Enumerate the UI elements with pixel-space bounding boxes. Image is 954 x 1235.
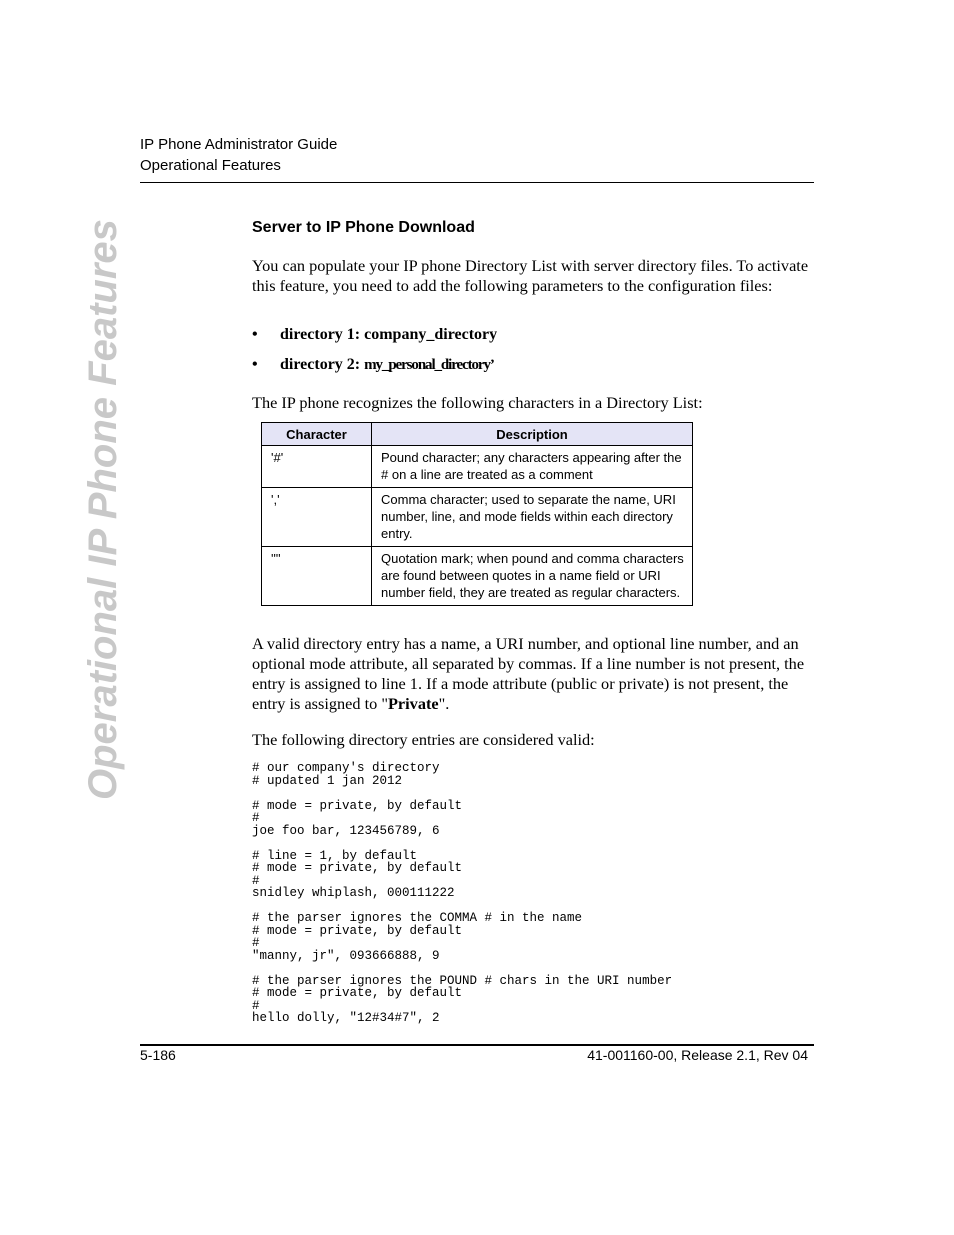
section-title: Server to IP Phone Download	[252, 219, 475, 236]
page-number: 5-186	[140, 1047, 176, 1063]
bullet-mark: •	[252, 356, 258, 373]
footer-divider	[140, 1044, 814, 1046]
cell-description: Quotation mark; when pound and comma characters are found between quotes in a name field or URI number field, they are treated as regular characters.	[372, 547, 693, 606]
examples-intro: The following directory entries are considered valid:	[252, 730, 595, 749]
intro-paragraph: You can populate your IP phone Directory List with server directory files. To activate this feature, you need to add the following parameters to the configuration files:	[252, 256, 809, 295]
bullet-directory-1	[252, 326, 497, 344]
table-row	[262, 446, 693, 488]
cell-character: '"'	[262, 547, 372, 606]
cell-character: '#'	[262, 446, 372, 488]
valid-entry-text-end: ".	[438, 694, 450, 713]
table-row	[262, 547, 693, 606]
cell-description: Comma character; used to separate the name, URI number, line, and mode fields within each directory entry.	[372, 488, 693, 547]
running-header-chapter: Operational Features	[140, 157, 281, 174]
directory-code-example: # our company's directory # updated 1 jan 2012 # mode = private, by default # joe foo bar, 123456789, 6 # line = 1, by default # mode = private, by default # snidley whiplash, 000111222 # the parser ignores the COMMA # in the name # mode = private, by default # "manny, jr", 093666888, 9 # the parser ignores the POUND # chars in the URI number # mode = private, by default # hello dolly, "12#34#7", 2	[252, 761, 673, 1025]
private-emphasis: Private	[387, 694, 439, 713]
bullet-label: directory 1:	[280, 326, 365, 343]
column-header-character: Character	[262, 423, 372, 446]
bullet-value: my_personal_directory’	[364, 357, 494, 373]
document-release: 41-001160-00, Release 2.1, Rev 04	[587, 1047, 808, 1063]
valid-entry-paragraph	[252, 634, 814, 714]
running-header-title: IP Phone Administrator Guide	[140, 136, 338, 153]
bullet-mark: •	[252, 326, 258, 343]
valid-entry-text: A valid directory entry has a name, a URI number, and optional line number, and an optional mode attribute, all separated by commas. If a line number is not present, the entry is assigned to line 1. If a mode attribute (public or private) is not present, the entry is assigned to "	[252, 634, 805, 713]
table-row	[262, 488, 693, 547]
directory-characters-table	[261, 422, 693, 606]
column-header-description: Description	[372, 423, 693, 446]
header-divider	[140, 182, 814, 183]
cell-description: Pound character; any characters appearing after the # on a line are treated as a comment	[372, 446, 693, 488]
table-header-row	[262, 423, 693, 446]
cell-character: ','	[262, 488, 372, 547]
bullet-value: company_directory	[364, 326, 498, 343]
side-chapter-title: Operational IP Phone Features	[81, 219, 125, 800]
bullet-directory-2	[252, 356, 494, 374]
table-intro: The IP phone recognizes the following characters in a Directory List:	[252, 393, 703, 412]
bullet-label: directory 2:	[280, 356, 365, 373]
